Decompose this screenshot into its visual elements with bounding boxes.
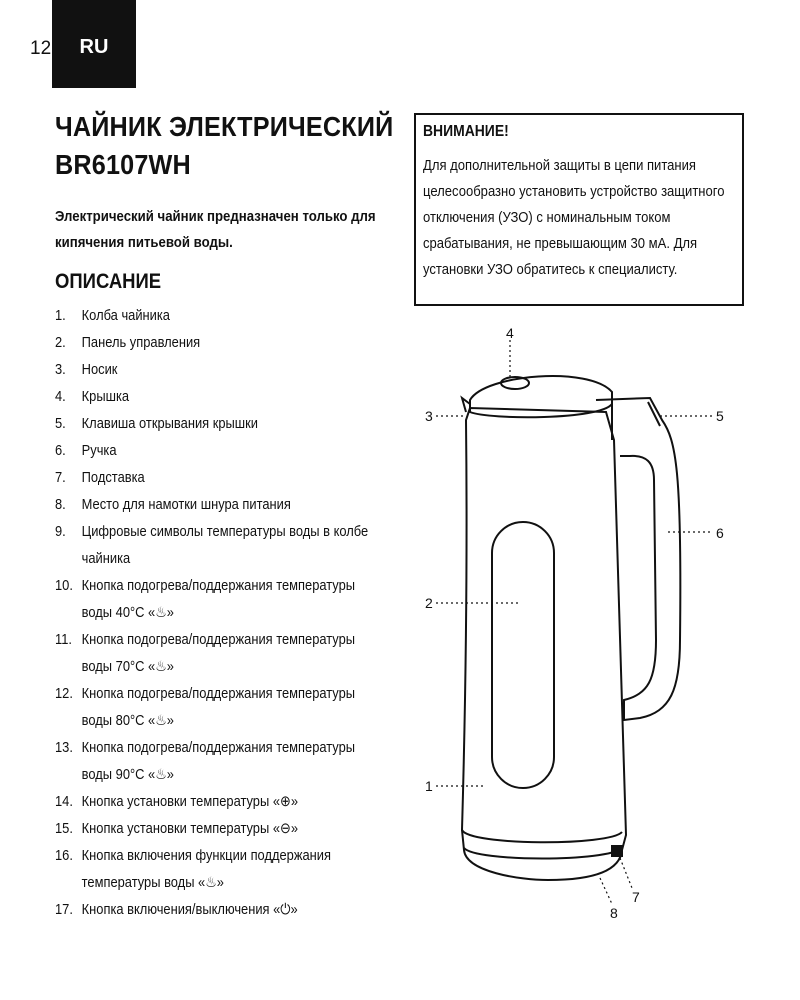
list-item-number: 17. (55, 901, 73, 918)
list-item (55, 383, 373, 410)
callout-2: 2 (425, 595, 433, 611)
description-heading: ОПИСАНИЕ (55, 270, 162, 293)
callout-6: 6 (716, 525, 724, 541)
kettle-base (462, 830, 622, 859)
list-item-number: 10. (55, 577, 73, 594)
list-item (55, 788, 373, 815)
list-item (55, 815, 373, 842)
list-item-number: 16. (55, 847, 73, 864)
title-line-1: ЧАЙНИК ЭЛЕКТРИЧЕСКИЙ (55, 111, 394, 142)
list-item (55, 329, 373, 356)
base-display (612, 846, 622, 856)
list-item-text: Кнопка установки температуры «⊕» (81, 793, 299, 810)
list-item-text: Кнопка подогрева/поддержания температуры воды 80°C «♨» (81, 685, 356, 729)
list-item-text: Клавиша открывания крышки (81, 415, 259, 432)
water-window (492, 522, 554, 788)
parts-list (55, 302, 373, 923)
callout-4: 4 (506, 325, 514, 341)
callout-7: 7 (632, 889, 640, 905)
kettle-diagram (415, 320, 745, 920)
list-item (55, 626, 373, 680)
list-item-number: 6. (55, 442, 66, 459)
list-item (55, 491, 373, 518)
kettle-body (462, 408, 626, 880)
list-item-text: Цифровые символы температуры воды в колбе чайника (81, 523, 369, 567)
list-item-number: 5. (55, 415, 66, 432)
list-item-number: 7. (55, 469, 66, 486)
warning-title: ВНИМАНИЕ! (423, 123, 509, 140)
callout-5: 5 (716, 408, 724, 424)
list-item-number: 8. (55, 496, 66, 513)
callout-1: 1 (425, 778, 433, 794)
list-item-text: Ручка (81, 442, 117, 459)
handle-inner (612, 402, 660, 440)
list-item (55, 896, 373, 923)
list-item-number: 14. (55, 793, 73, 810)
language-label: RU (79, 35, 109, 58)
list-item (55, 734, 373, 788)
language-tab (52, 0, 136, 88)
callout-line-8 (600, 878, 612, 904)
list-item (55, 302, 373, 329)
list-item-text: Кнопка подогрева/поддержания температуры воды 40°C «♨» (81, 577, 356, 621)
warning-text: Для дополнительной защиты в цепи питания целесообразно установить устройство защитного отключения (УЗО) с номинальным током срабатывания, не превышающим 30 мА. Для установки УЗО обратитесь к специалисту. (423, 157, 725, 278)
list-item (55, 842, 373, 896)
title-model: BR6107WH (55, 149, 191, 180)
list-item-text: Панель управления (81, 334, 201, 351)
page-title (55, 108, 393, 184)
list-item-text: Кнопка включения/выключения «⏻» (81, 901, 298, 918)
list-item-text: Колба чайника (81, 307, 170, 324)
list-item (55, 464, 373, 491)
list-item-number: 4. (55, 388, 66, 405)
list-item-number: 2. (55, 334, 66, 351)
list-item-text: Кнопка подогрева/поддержания температуры воды 70°C «♨» (81, 631, 356, 675)
list-item (55, 680, 373, 734)
kettle-handle (596, 398, 680, 720)
list-item-text: Кнопка подогрева/поддержания температуры воды 90°C «♨» (81, 739, 356, 783)
list-item-number: 3. (55, 361, 66, 378)
list-item-number: 1. (55, 307, 66, 324)
list-item-number: 12. (55, 685, 73, 702)
list-item-number: 15. (55, 820, 73, 837)
page-number: 12 (30, 38, 52, 59)
list-item (55, 356, 373, 383)
list-item (55, 437, 373, 464)
intro-text: Электрический чайник предназначен только для кипячения питьевой воды. (55, 208, 376, 251)
list-item (55, 572, 373, 626)
list-item-text: Подставка (81, 469, 145, 486)
list-item-text: Носик (81, 361, 118, 378)
list-item-text: Крышка (81, 388, 130, 405)
callout-3: 3 (425, 408, 433, 424)
list-item-number: 11. (55, 631, 72, 648)
list-item-number: 9. (55, 523, 66, 540)
list-item-text: Кнопка установки температуры «⊖» (81, 820, 299, 837)
callout-line-7 (620, 858, 632, 888)
list-item-text: Кнопка включения функции поддержания температуры воды «♨» (81, 847, 331, 891)
list-item-text: Место для намотки шнура питания (81, 496, 291, 513)
warning-box (414, 113, 744, 306)
callout-8: 8 (610, 905, 618, 920)
list-item (55, 518, 373, 572)
list-item (55, 410, 373, 437)
list-item-number: 13. (55, 739, 73, 756)
